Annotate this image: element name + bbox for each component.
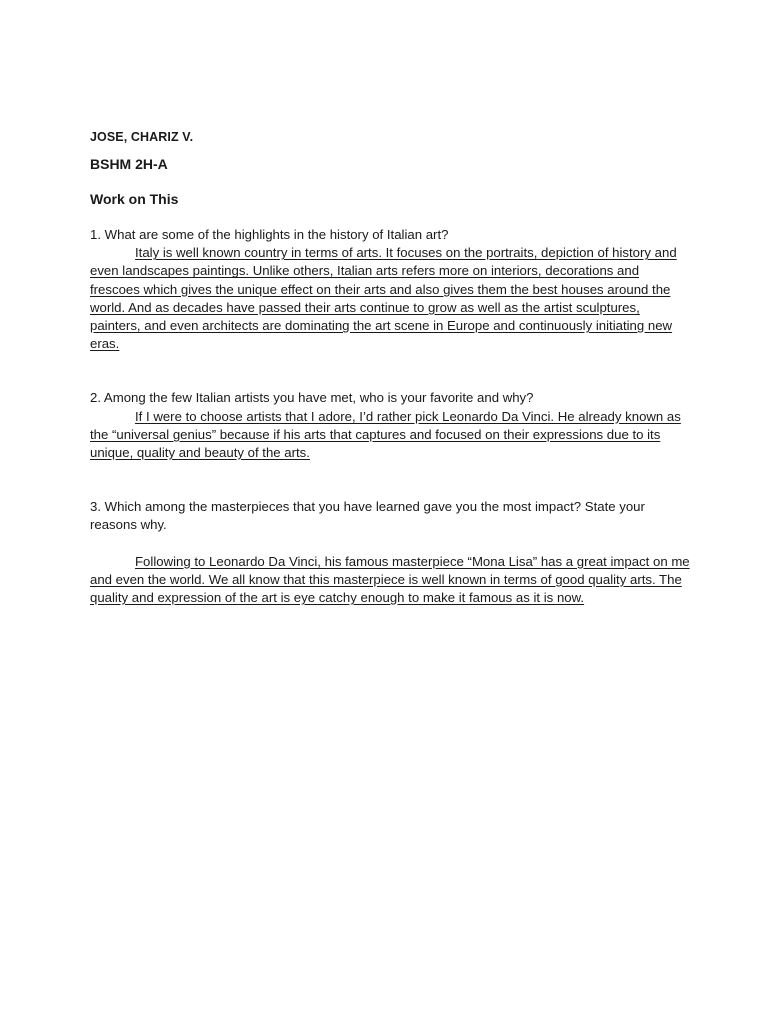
answer-3: Following to Leonardo Da Vinci, his famous masterpiece “Mona Lisa” has a great impact on me and even the world. We all know that this masterpiece is well known in terms of good quality arts. The quality and expression of the art is eye catchy enough to make it famous as it is now.: [90, 553, 690, 606]
student-name: JOSE, CHARIZ V.: [90, 130, 194, 144]
question-1: 1. What are some of the highlights in the history of Italian art?: [90, 227, 449, 242]
question-2: 2. Among the few Italian artists you have met, who is your favorite and why?: [90, 390, 534, 406]
class-section: BSHM 2H-A: [90, 156, 168, 172]
document-body: [90, 128, 690, 607]
document-title: Work on This: [90, 191, 179, 207]
answer-2: If I were to choose artists that I adore, I’d rather pick Leonardo Da Vinci. He already known as the “universal genius” because if his arts that captures and focused on their expressions due to its unique, quality and beauty of the arts.: [90, 408, 681, 461]
question-3: 3. Which among the masterpieces that you have learned gave you the most impact? State your reasons why.: [90, 499, 645, 533]
answer-1: Italy is well known country in terms of arts. It focuses on the portraits, depiction of history and even landscapes paintings. Unlike others, Italian arts refers more on interiors, decorations and frescoes which gives the unique effect on their arts and also gives them the best houses around the world. And as decades have passed their arts continue to grow as well as the artist sculptures, painters, and even architects are dominating the art scene in Europe and continuously initiating new eras.: [90, 245, 677, 352]
